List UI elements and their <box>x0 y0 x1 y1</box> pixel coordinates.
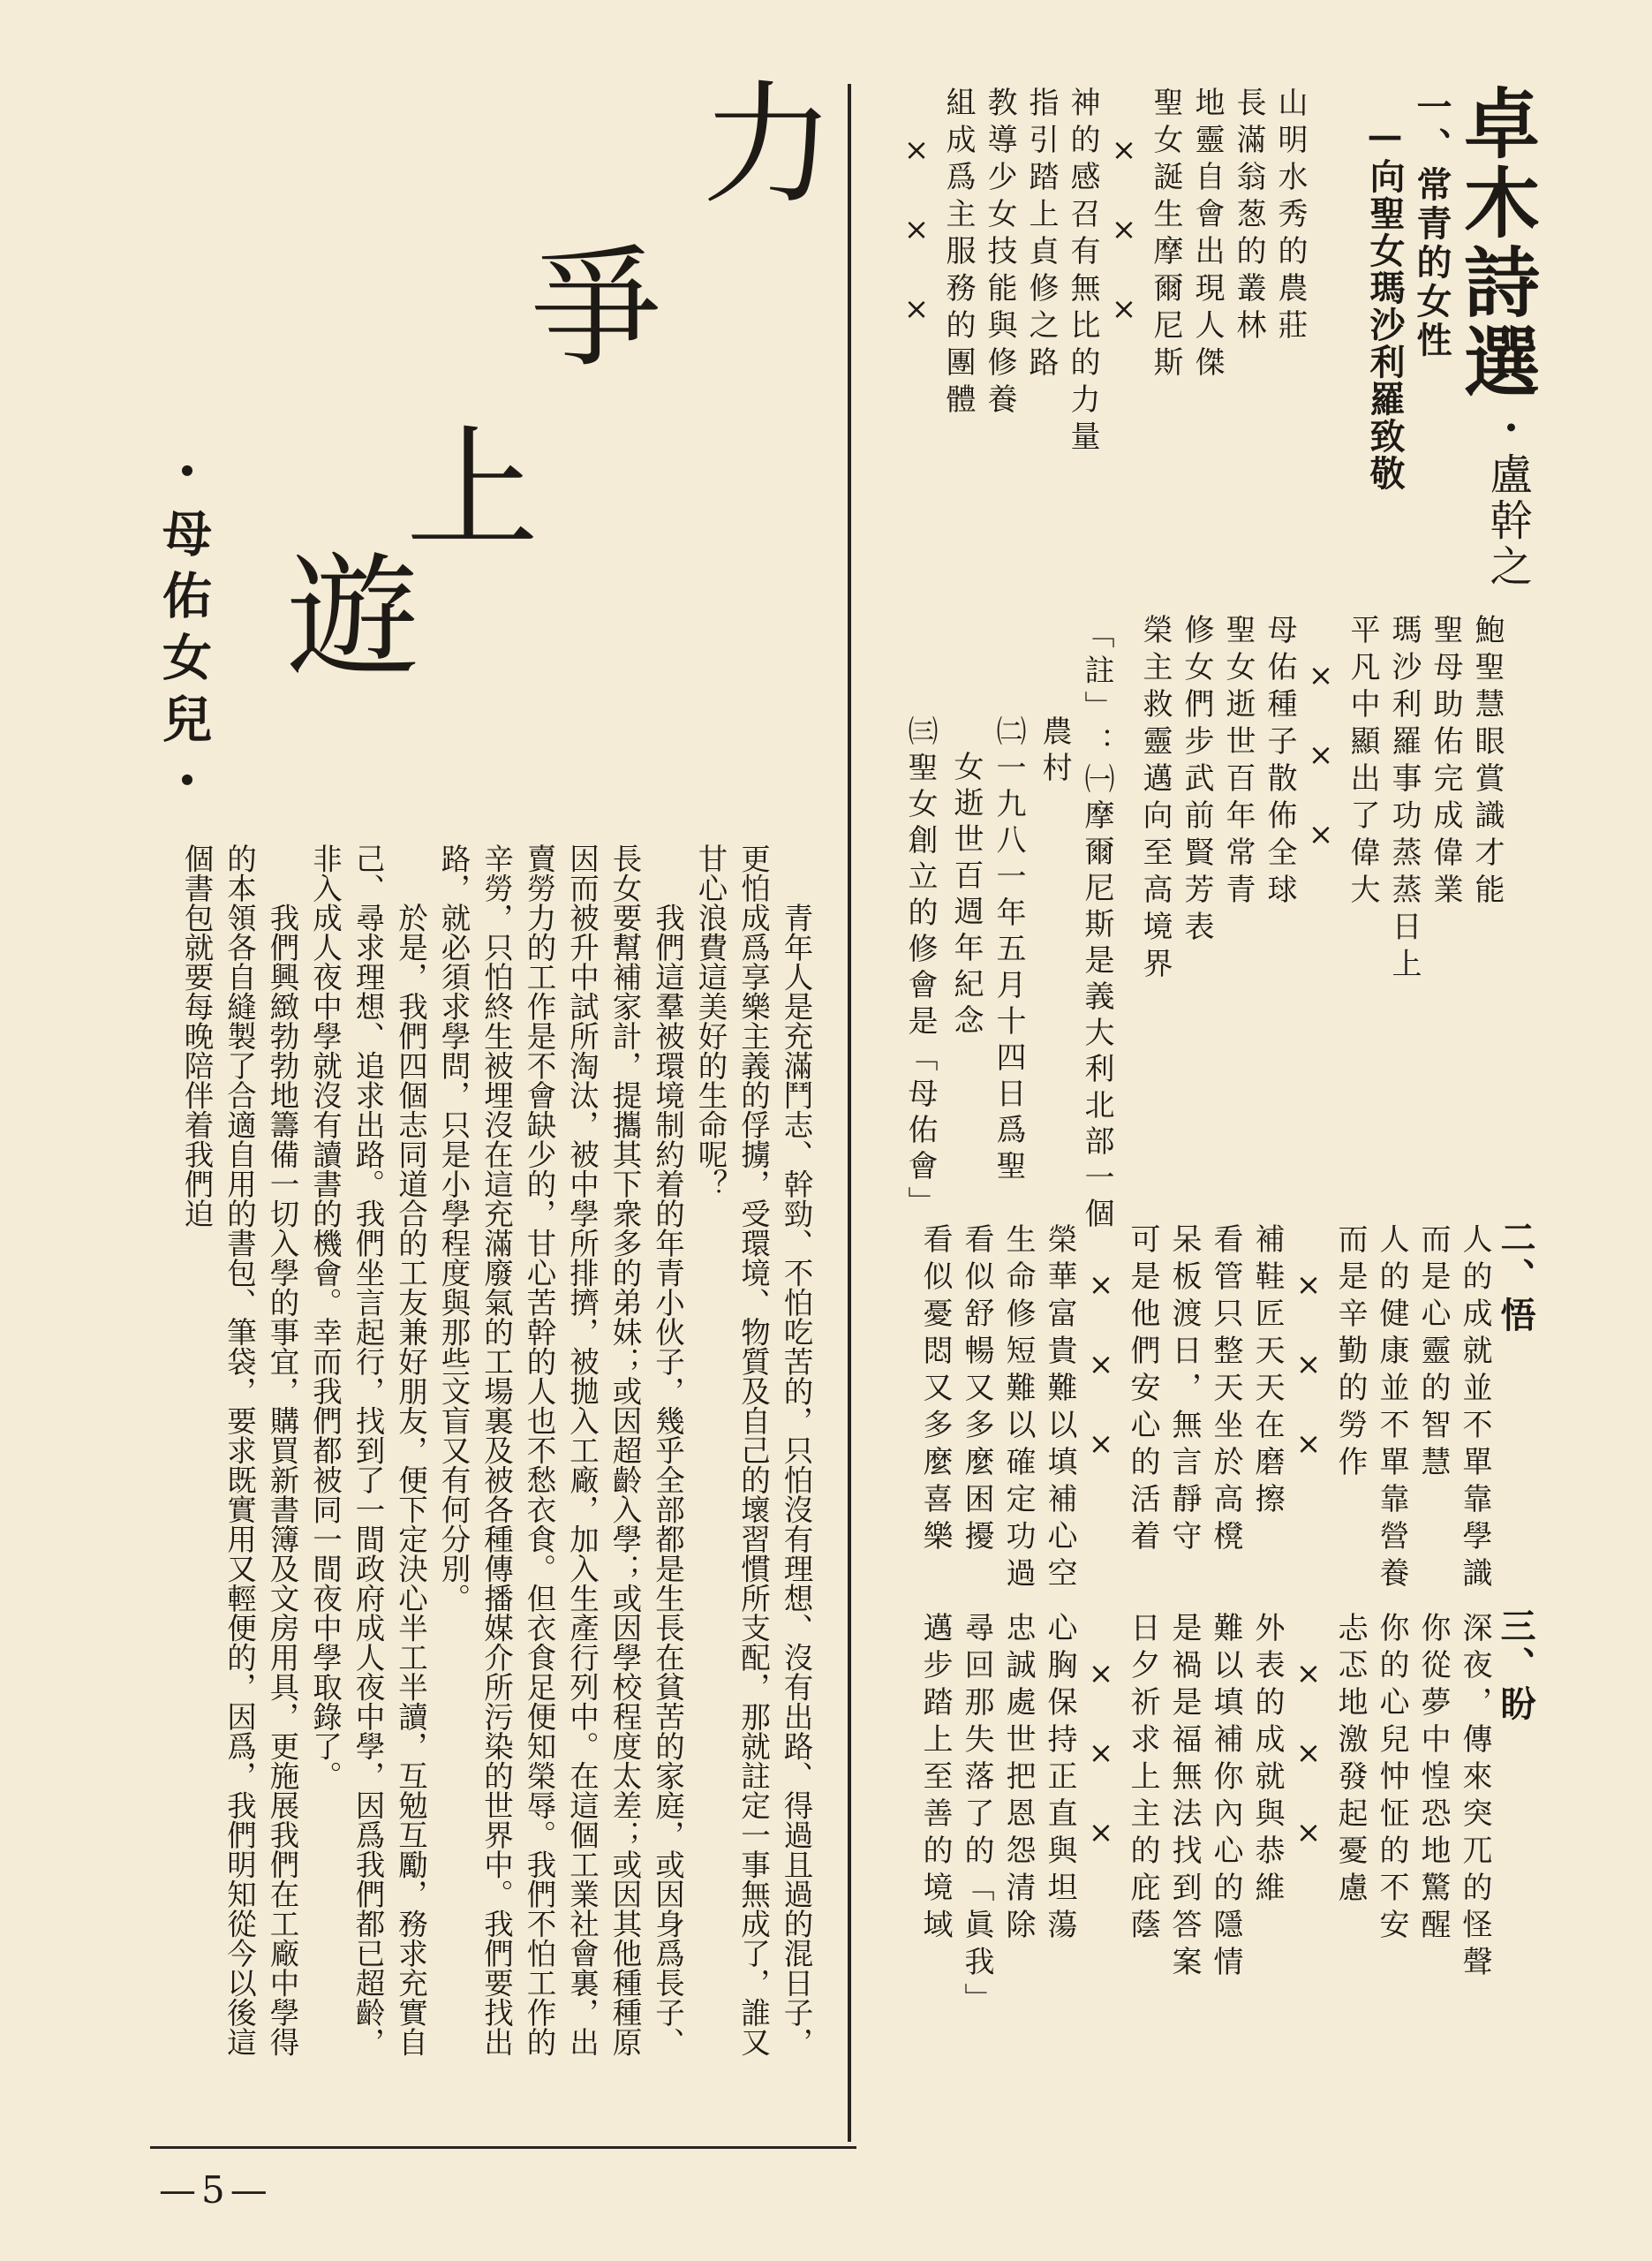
poem-collection-title: 卓木詩選 <box>1451 84 1540 402</box>
footnote-line: ㈢聖女創立的修會是「母佑會」 <box>902 715 938 1222</box>
essay-title-char: 爭 <box>530 232 663 386</box>
s3-line: 心胸保持正直與坦蕩 <box>1042 1612 1077 1946</box>
s3-line: 忐忑地激發起憂慮 <box>1332 1612 1368 1909</box>
s1-line: 修女們步武前賢芳表 <box>1179 614 1214 948</box>
s2-line: 人的成就並不單靠學識 <box>1457 1223 1492 1594</box>
s3-line: 外表的成就與恭維 <box>1249 1612 1285 1909</box>
s1-line: × × × <box>1303 658 1339 859</box>
s2-line: 榮華富貴難以填補心空 <box>1042 1223 1077 1594</box>
s2-line: 而是辛勤的勞作 <box>1332 1223 1368 1483</box>
essay-body <box>150 843 817 2076</box>
s2-line: 補鞋匠天天在磨擦 <box>1249 1223 1285 1520</box>
section-1-heading: 一、常青的女性 <box>1411 88 1452 360</box>
s1-line: 組成爲主服務的團體 <box>940 87 976 420</box>
s2-line: 人的健康並不單靠營養 <box>1374 1223 1409 1594</box>
s3-line: 你的心兒忡怔的不安 <box>1374 1612 1409 1946</box>
footnote-line: 「註」：㈠摩爾尼斯是義大利北部一個 <box>1079 618 1114 1234</box>
s3-line: × × × <box>1291 1656 1326 1857</box>
s1-line: 長滿翁葱的叢林 <box>1231 87 1266 346</box>
s3-line: 邁步踏上至善的境域 <box>917 1612 953 1946</box>
s2-line: 看似憂悶又多麼喜樂 <box>917 1223 953 1557</box>
column-divider <box>848 84 851 2142</box>
s1-line: 山明水秀的農莊 <box>1272 87 1308 346</box>
s3-line: × × × <box>1083 1656 1119 1857</box>
s2-line: × × × <box>1291 1267 1326 1469</box>
footnote-line: 農村 <box>1037 715 1072 788</box>
s3-line: 日夕祈求上主的庇蔭 <box>1125 1612 1160 1946</box>
s3-line: 你從夢中惶恐地驚醒 <box>1415 1612 1451 1946</box>
s1-line: 母佑種子散佈全球 <box>1262 614 1297 911</box>
s1-line: 鮑聖慧眼賞識才能 <box>1469 614 1505 911</box>
section-1-subheading: —向聖女瑪沙利羅致敬 <box>1364 115 1406 492</box>
s2-line: × × × <box>1083 1267 1119 1469</box>
page-number: —5— <box>159 2168 273 2212</box>
essay-byline: ・母佑女兒・ <box>155 446 213 817</box>
s1-line: × × × <box>1106 132 1142 334</box>
essay-title-char: 上 <box>406 413 539 567</box>
s2-line: 看管只整天坐於高櫈 <box>1208 1223 1243 1557</box>
bottom-rule <box>150 2146 856 2149</box>
s1-line: 聖女逝世百年常青 <box>1220 614 1256 911</box>
s1-line: 神的感召有無比的力量 <box>1065 87 1100 457</box>
s3-line: 難以填補你內心的隱情 <box>1208 1612 1243 1983</box>
essay-paragraph: 我們這羣被環境制約着的年青小伙子，幾乎全部都是生長在貧苦的家庭，或因身爲長子、長女要幫補家計，提攜其下衆多的弟妹；或因超齡入學；或因學校程度太差；或因其他種種原因而被升中試所淘汰，被中學所排擠，被拋入工廠，加入生產行列中。在這個工業社會裏，出賣勞力的工作是不會缺少的，甘心苦幹的人也不愁衣食。但衣食足便知榮辱。我們不怕工作的辛勞，只怕終生被埋沒在這充滿廢氣的工場裏及被各種傳播媒介所污染的世界中。我們要找出路，就必須求學問，只是小學程度與那些文盲又有何分別。 <box>436 843 685 2057</box>
s1-line: 聖女誕生摩爾尼斯 <box>1148 87 1183 383</box>
s3-line: 忠誠處世把恩怨清除 <box>1000 1612 1036 1946</box>
s2-line: 看似舒暢又多麼困擾 <box>959 1223 994 1557</box>
s2-line: 呆板渡日，無言靜守 <box>1166 1223 1202 1557</box>
s1-line: 榮主救靈邁向至高境界 <box>1137 614 1173 985</box>
s1-line: 指引踏上貞修之路 <box>1023 87 1059 383</box>
s1-line: 瑪沙利羅事功蒸蒸日上 <box>1386 614 1422 985</box>
essay-title-char: 遊 <box>287 541 420 695</box>
s2-line: 可是他們安心的活着 <box>1125 1223 1160 1557</box>
section-3-heading: 三、盼 <box>1495 1607 1536 1724</box>
s2-line: 生命修短難以確定功過 <box>1000 1223 1036 1594</box>
s1-line: 聖母助佑完成偉業 <box>1428 614 1463 911</box>
s1-line: 地靈自會出現人傑 <box>1189 87 1225 383</box>
s2-line: 而是心靈的智慧 <box>1415 1223 1451 1483</box>
s1-line: 教導少女技能與修養 <box>982 87 1017 420</box>
essay-title-char: 力 <box>702 69 835 223</box>
poem-author: ・盧幹之 <box>1482 406 1532 590</box>
essay-paragraph: 於是，我們四個志同道合的工友兼好朋友，便下定決心半工半讀，互勉互勵，務求充實自己、尋求理想、追求出路。我們坐言起行，找到了一間政府成人夜中學，因爲我們都已超齡，非入成人夜中學就沒有讀書的機會。幸而我們都被同一間夜中學取錄了。 <box>307 843 428 2057</box>
footnote-line: ㈡一九八一年五月十四日爲聖 <box>991 715 1026 1186</box>
s3-line: 深夜，傳來突兀的怪聲 <box>1457 1612 1492 1983</box>
s1-line: × × × <box>899 132 934 334</box>
footnote-line: 女逝世百週年紀念 <box>948 751 984 1040</box>
essay-paragraph: 青年人是充滿鬥志、幹勁、不怕吃苦的，只怕沒有理想、沒有出路、得過且過的混日子，更怕成爲享樂主義的俘擄，受環境、物質及自己的壞習慣所支配，那就註定一事無成了，誰又甘心浪費這美好的生命呢？ <box>693 843 813 2057</box>
s3-line: 是禍是福無法找到答案 <box>1166 1612 1202 1983</box>
section-2-heading: 二、悟 <box>1495 1219 1536 1335</box>
s3-line: 尋回那失落了的「眞我」 <box>959 1612 994 2020</box>
s1-line: 平凡中顯出了偉大 <box>1345 614 1380 911</box>
essay-paragraph: 我們興緻勃勃地籌備一切入學的事宜，購買新書簿及文房用具，更施展我們在工廠中學得的本領各自縫製了合適自用的書包、筆袋，要求既實用又輕便的，因爲，我們明知從今以後這個書包就要每晚陪伴着我們迫 <box>179 843 299 2057</box>
